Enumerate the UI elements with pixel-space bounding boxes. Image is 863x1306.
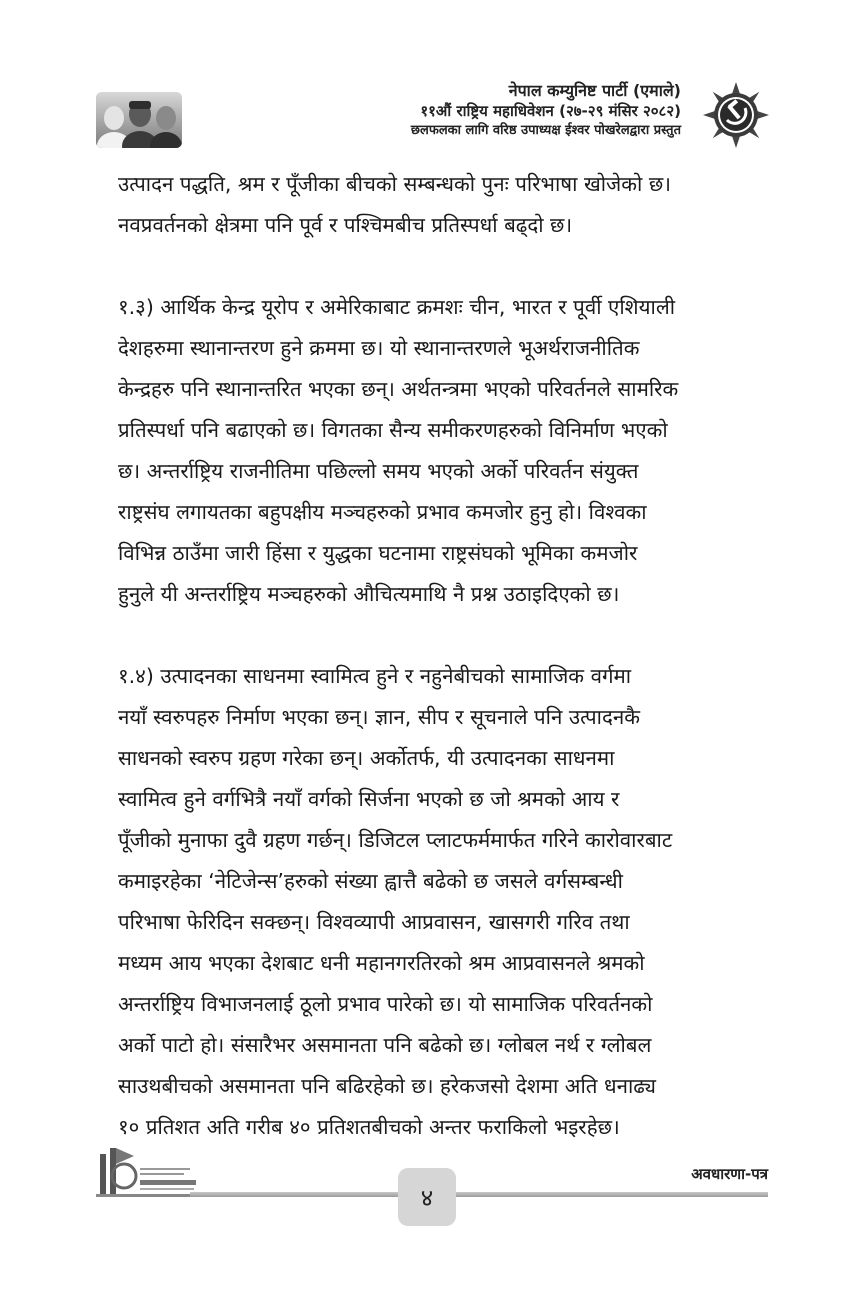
text-line: मध्यम आय भएका देशबाट धनी महानगरतिरको श्रम आप्रवासनले श्रमको bbox=[118, 951, 645, 975]
text-line: पूँजीको मुनाफा दुवै ग्रहण गर्छन्। डिजिटल प्लाटफर्ममार्फत गरिने कारोवारबाट bbox=[118, 828, 673, 852]
text-line: केन्द्रहरु पनि स्थानान्तरित भएका छन्। अर्थतन्त्रमा भएको परिवर्तनले सामरिक bbox=[118, 377, 679, 401]
footer-rule-right bbox=[456, 1192, 768, 1197]
header-convention: ११औं राष्ट्रिय महाधिवेशन (२७-२९ मंसिर २०८२) bbox=[420, 102, 681, 120]
text-line: १.४) उत्पादनका साधनमा स्वामित्व हुने र नहुनेबीचको सामाजिक वर्गमा bbox=[118, 664, 632, 688]
text-line: साउथबीचको असमानता पनि बढिरहेको छ। हरेकजसो देशमा अति धनाढ्य bbox=[118, 1074, 656, 1098]
party-emblem-icon bbox=[703, 82, 769, 148]
text-line: १.३) आर्थिक केन्द्र यूरोप र अमेरिकाबाट क्रमशः चीन, भारत र पूर्वी एशियाली bbox=[118, 295, 676, 319]
text-line: उत्पादन पद्धति, श्रम र पूँजीका बीचको सम्बन्धको पुनः परिभाषा खोजेको छ। bbox=[118, 172, 671, 196]
paragraph-1-4 bbox=[118, 656, 760, 1148]
text-line: १० प्रतिशत अति गरीब ४० प्रतिशतबीचको अन्तर फराकिलो भइरहेछ। bbox=[118, 1115, 620, 1139]
text-line: साधनको स्वरुप ग्रहण गरेका छन्। अर्कोतर्फ, यी उत्पादनका साधनमा bbox=[118, 746, 615, 770]
text-line: विभिन्न ठाउँमा जारी हिंसा र युद्धका घटनामा राष्ट्रसंघको भूमिका कमजोर bbox=[118, 541, 638, 565]
footer-rule-left bbox=[190, 1192, 402, 1197]
text-line: देशहरुमा स्थानान्तरण हुने क्रममा छ। यो स्थानान्तरणले भूअर्थराजनीतिक bbox=[118, 336, 640, 360]
text-line: अन्तर्राष्ट्रिय विभाजनलाई ठूलो प्रभाव पारेको छ। यो सामाजिक परिवर्तनको bbox=[118, 992, 653, 1016]
text-line: कमाइरहेका ‘नेटिजेन्स’हरुको संख्या ह्वात्तै बढेको छ जसले वर्गसम्बन्धी bbox=[118, 869, 623, 893]
text-line: छ। अन्तर्राष्ट्रिय राजनीतिमा पछिल्लो समय भएको अर्को परिवर्तन संयुक्त bbox=[118, 459, 639, 483]
page-header bbox=[0, 0, 863, 160]
document-body bbox=[118, 164, 760, 1148]
text-line: नवप्रवर्तनको क्षेत्रमा पनि पूर्व र पश्चिमबीच प्रतिस्पर्धा बढ्दो छ। bbox=[118, 213, 573, 237]
text-line: अर्को पाटो हो। संसारैभर असमानता पनि बढेको छ। ग्लोबल नर्थ र ग्लोबल bbox=[118, 1033, 652, 1057]
text-line: राष्ट्रसंघ लगायतका बहुपक्षीय मञ्चहरुको प्रभाव कमजोर हुनु हो। विश्वका bbox=[118, 500, 647, 524]
text-line: नयाँ स्वरुपहरु निर्माण भएका छन्। ज्ञान, सीप र सूचनाले पनि उत्पादनकै bbox=[118, 705, 641, 729]
paragraph-1-3 bbox=[118, 287, 760, 615]
text-line: परिभाषा फेरिदिन सक्छन्। विश्वव्यापी आप्रवासन, खासगरी गरिव तथा bbox=[118, 910, 630, 934]
header-presenter: छलफलका लागि वरिष्ठ उपाध्यक्ष ईश्वर पोखरेलद्वारा प्रस्तुत bbox=[410, 123, 681, 138]
congress-logo bbox=[94, 1140, 204, 1202]
text-line: स्वामित्व हुने वर्गभित्रै नयाँ वर्गको सिर्जना भएको छ जो श्रमको आय र bbox=[118, 787, 620, 811]
text-line: हुनुले यी अन्तर्राष्ट्रिय मञ्चहरुको औचित्यमाथि नै प्रश्न उठाइदिएको छ। bbox=[118, 582, 620, 606]
header-party-name: नेपाल कम्युनिष्ट पार्टी (एमाले) bbox=[508, 81, 681, 100]
paragraph-intro bbox=[118, 164, 760, 246]
header-text bbox=[161, 80, 681, 140]
page-footer bbox=[0, 1140, 863, 1260]
document-type-label: अवधारणा-पत्र bbox=[691, 1165, 768, 1183]
page-number: ४ bbox=[398, 1168, 456, 1226]
text-line: प्रतिस्पर्धा पनि बढाएको छ। विगतका सैन्य समीकरणहरुको विनिर्माण भएको bbox=[118, 418, 668, 442]
